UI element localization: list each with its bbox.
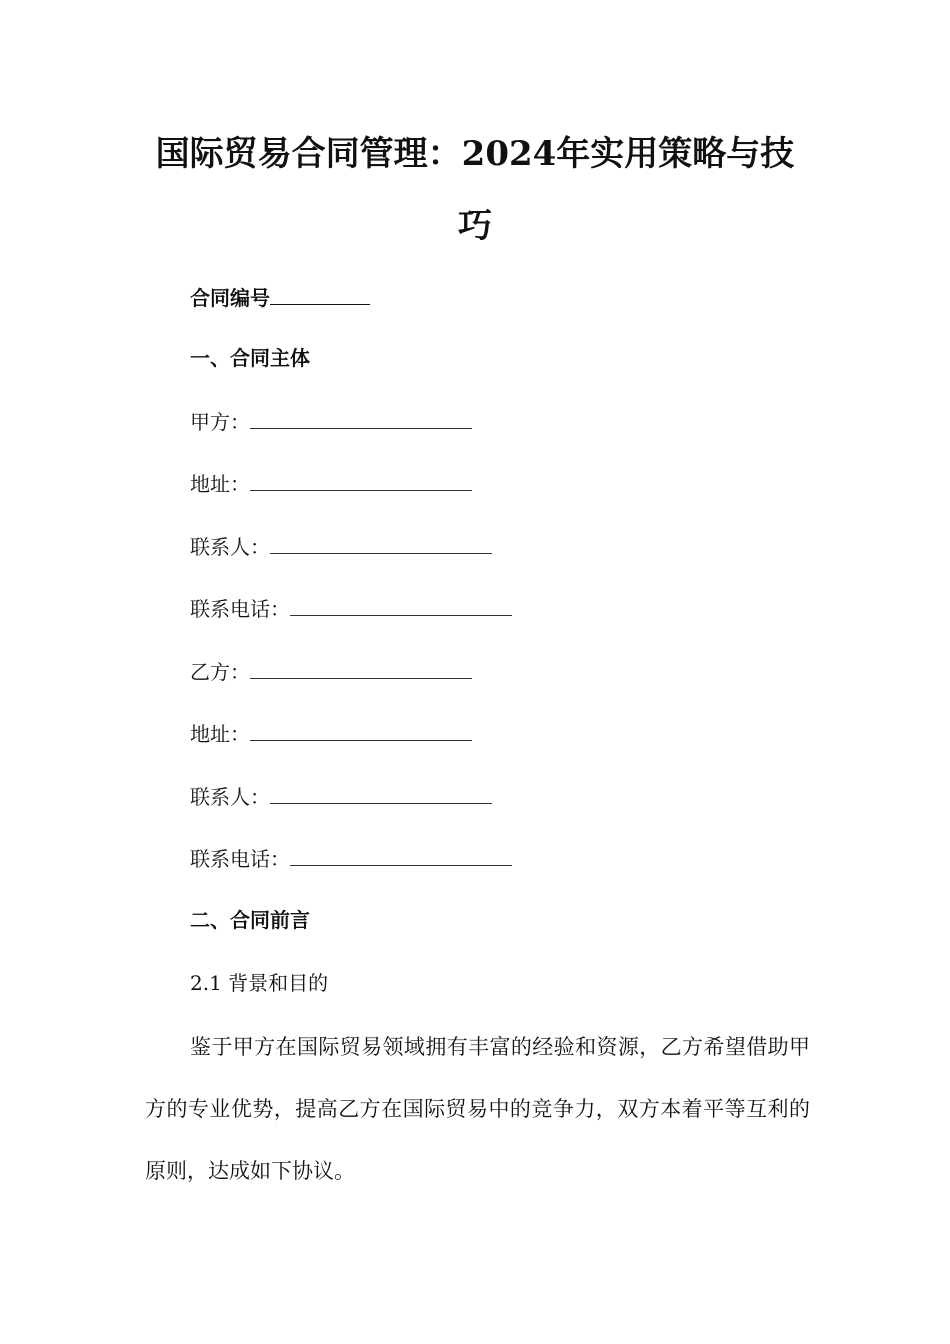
party-b-address-label: 地址： [190, 722, 250, 746]
document-title: 国际贸易合同管理：2024年实用策略与技巧 [155, 134, 795, 246]
party-a-blank [250, 406, 472, 429]
contract-number-blank [270, 282, 370, 305]
party-b-contact-blank [270, 781, 492, 804]
contract-number-label: 合同编号 [190, 286, 270, 310]
party-b-blank [250, 656, 472, 679]
party-a-phone-blank [290, 593, 512, 616]
subsection-2-1-heading: 2.1 背景和目的 [190, 971, 329, 995]
party-a-contact-line [190, 531, 492, 562]
party-a-phone-label: 联系电话： [190, 597, 290, 621]
section2-heading: 二、合同前言 [190, 908, 310, 932]
section1-heading: 一、合同主体 [190, 346, 310, 370]
party-b-phone-blank [290, 843, 512, 866]
party-a-address-label: 地址： [190, 472, 250, 496]
paragraph-2-1: 鉴于甲方在国际贸易领域拥有丰富的经验和资源，乙方希望借助甲方的专业优势，提高乙方在国际贸易中的竞争力，双方本着平等互利的原则，达成如下协议。 [145, 1035, 810, 1183]
party-b-line [190, 656, 472, 687]
party-b-phone-line [190, 843, 512, 874]
party-a-line [190, 406, 472, 437]
party-b-contact-line [190, 781, 492, 812]
party-a-address-blank [250, 468, 472, 491]
party-a-contact-label: 联系人： [190, 535, 270, 559]
party-b-contact-label: 联系人： [190, 785, 270, 809]
party-a-label: 甲方： [190, 410, 250, 434]
party-b-address-line [190, 718, 472, 749]
party-a-address-line [190, 468, 472, 499]
party-a-contact-blank [270, 531, 492, 554]
party-b-phone-label: 联系电话： [190, 847, 290, 871]
party-a-phone-line [190, 593, 512, 624]
party-b-label: 乙方： [190, 660, 250, 684]
contract-number-line [190, 282, 370, 313]
party-b-address-blank [250, 718, 472, 741]
